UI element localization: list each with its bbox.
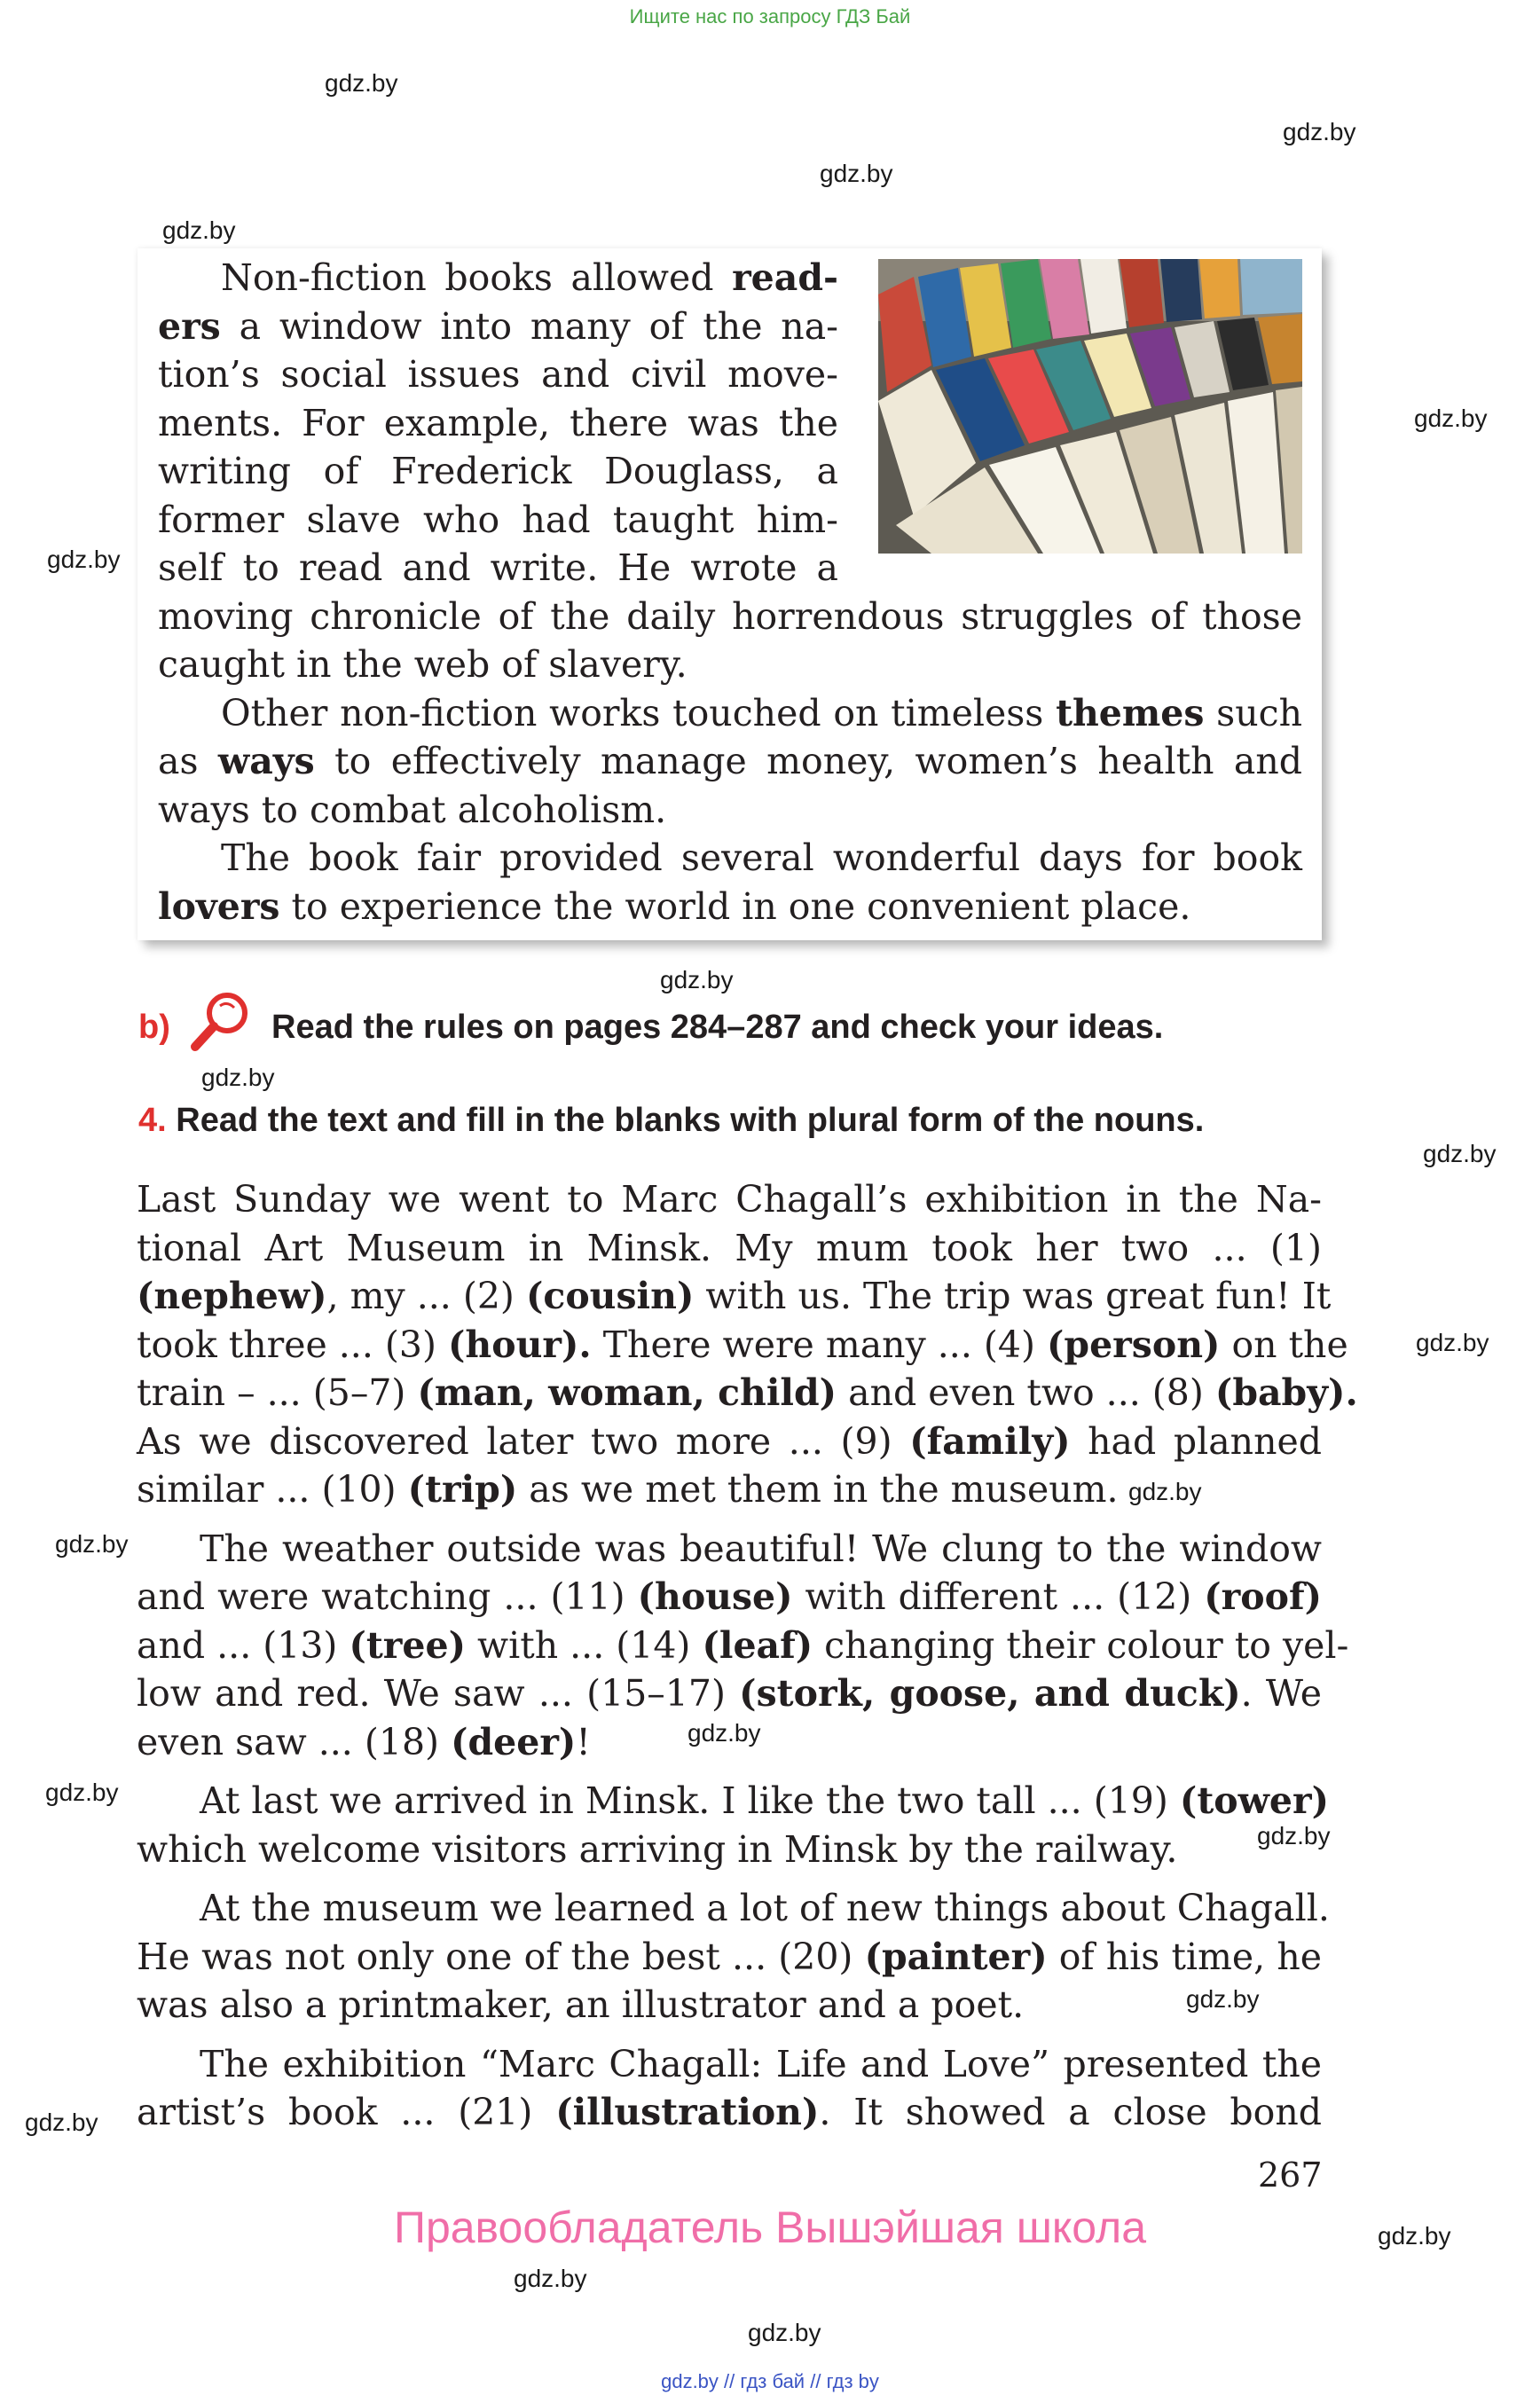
exercise-line: and ... (13) (tree) with ... (14) (leaf) changing their colour to yel- [137, 1623, 1349, 1667]
top-banner: Ищите нас по запросу ГДЗ Бай [629, 5, 911, 27]
passage-line: caught in the web of slavery. [158, 643, 688, 686]
passage-line: as ways to effectively manage money, women’s health and [158, 740, 1302, 782]
page-number: 267 [1258, 2156, 1323, 2195]
nonfiction-passage [158, 254, 1302, 931]
magnifier-icon [185, 986, 255, 1057]
exercise-line: The weather outside was beautiful! We clung to the window [200, 1527, 1322, 1570]
watermark: gdz.by [748, 2319, 821, 2346]
exercise-line: tional Art Museum in Minsk. My mum took her two ... (1) [137, 1226, 1322, 1269]
bottom-link[interactable]: gdz.by [661, 2370, 719, 2392]
task-b [138, 1009, 170, 1047]
bottom-link[interactable]: гдз бай [740, 2370, 805, 2392]
exercise-line: and were watching ... (11) (house) with different ... (12) (roof) [137, 1575, 1322, 1618]
watermark: gdz.by [1257, 1822, 1331, 1849]
watermark: gdz.by [514, 2265, 587, 2292]
passage-line: Non-fiction books allowed read- [221, 256, 838, 299]
watermark: gdz.by [1423, 1140, 1497, 1167]
exercise-line: took three ... (3) (hour). There were many ... (4) (person) on the [137, 1323, 1348, 1366]
exercise-line: The exhibition “Marc Chagall: Life and Love” presented the [200, 2042, 1322, 2085]
exercise-line: Last Sunday we went to Marc Chagall’s exhibition in the Na- [137, 1178, 1322, 1221]
exercise-line: At last we arrived in Minsk. I like the two tall ... (19) (tower) [200, 1779, 1329, 1822]
watermark: gdz.by [45, 1779, 119, 1806]
passage-line: Other non-fiction works touched on timeless themes such [221, 691, 1302, 734]
watermark: gdz.by [660, 966, 734, 993]
watermark: gdz.by [325, 69, 398, 97]
watermark: gdz.by [1414, 404, 1488, 432]
bottom-links [0, 2370, 1540, 2393]
exercise-text [137, 1175, 1358, 2137]
watermark: gdz.by [1416, 1329, 1489, 1356]
exercise-line: low and red. We saw ... (15–17) (stork, goose, and duck). We [137, 1672, 1322, 1715]
exercise-line: (nephew), my ... (2) (cousin) with us. The trip was great fun! It [137, 1275, 1332, 1317]
passage-line: ers a window into many of the na- [158, 304, 838, 348]
exercise-line: artist’s book ... (21) (illustration). It showed a close bond [137, 2091, 1322, 2133]
exercise-line: was also a printmaker, an illustrator and a poet. [137, 1983, 1025, 2026]
task-4-label: 4. [138, 1102, 167, 1139]
watermark: gdz.by [201, 1064, 275, 1091]
exercise-line: similar ... (10) (trip) as we met them in the museum. [137, 1468, 1119, 1511]
passage-line: The book fair provided several wonderful days for book [221, 836, 1302, 879]
task-b-label: b) [138, 1009, 170, 1046]
watermark: gdz.by [1186, 1985, 1260, 2013]
watermark: gdz.by [688, 1719, 761, 1747]
exercise-line: train – ... (5–7) (man, woman, child) and even two ... (8) (baby). [137, 1371, 1358, 1414]
exercise-line: As we discovered later two more ... (9) (family) had planned [137, 1419, 1322, 1463]
passage-line: moving chronicle of the daily horrendous struggles of those [158, 594, 1302, 638]
exercise-line: even saw ... (18) (deer)! [137, 1720, 591, 1763]
watermark: gdz.by [1128, 1478, 1202, 1505]
watermark: gdz.by [1378, 2222, 1451, 2250]
passage-line: lovers to experience the world in one convenient place. [158, 884, 1191, 928]
exercise-line: which welcome visitors arriving in Minsk by the railway. [137, 1827, 1178, 1871]
task-4-text: Read the text and fill in the blanks with plural form of the nouns. [176, 1102, 1205, 1139]
passage-line: self to read and write. He wrote a [158, 546, 838, 589]
watermark: gdz.by [1283, 118, 1356, 145]
bottom-link[interactable]: гдз by [826, 2370, 879, 2392]
watermark: gdz.by [820, 160, 893, 187]
passage-line: ways to combat alcoholism. [158, 788, 667, 831]
exercise-line: At the museum we learned a lot of new things about Chagall. [200, 1887, 1330, 1929]
link-separator: // [724, 2370, 735, 2392]
passage-line: tion’s social issues and civil move- [158, 353, 838, 396]
exercise-line: He was not only one of the best ... (20) (painter) of his time, he [137, 1935, 1323, 1978]
watermark: gdz.by [55, 1530, 129, 1558]
passage-line: ments. For example, there was the [158, 401, 838, 444]
watermark: gdz.by [162, 216, 236, 244]
task-b-text: Read the rules on pages 284–287 and check your ideas. [271, 1009, 1164, 1046]
passage-line: writing of Frederick Douglass, a [158, 450, 838, 492]
copyright-notice: Правообладатель Вышэйшая школа [394, 2203, 1146, 2252]
passage-line: former slave who had taught him- [158, 498, 838, 541]
watermark: gdz.by [25, 2109, 98, 2136]
task-4 [138, 1102, 1204, 1140]
watermark: gdz.by [47, 546, 121, 573]
link-separator: // [810, 2370, 821, 2392]
